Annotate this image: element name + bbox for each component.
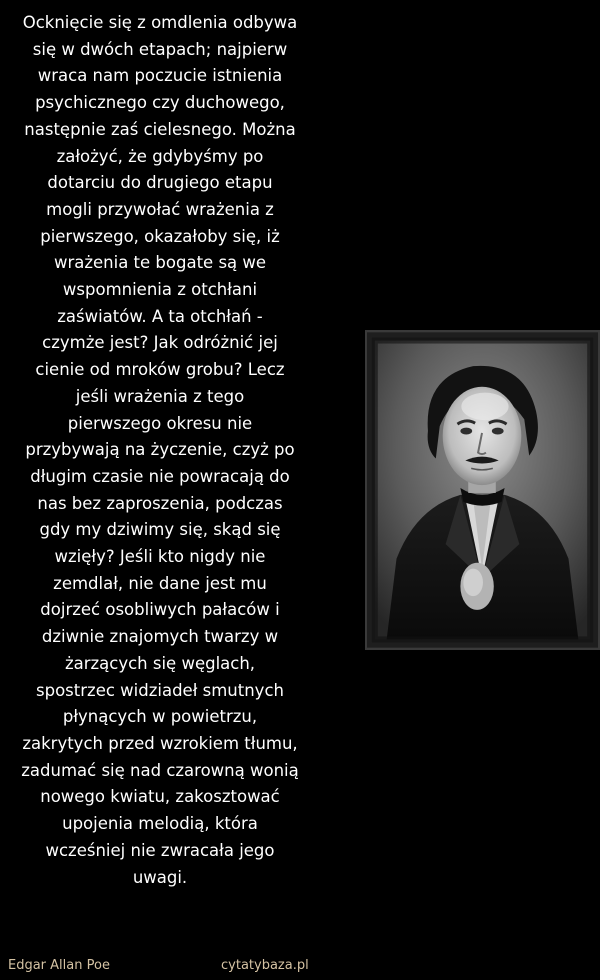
author-portrait [365,330,600,650]
site-name[interactable]: cytatybaza.pl [221,958,309,973]
quote-text: Ocknięcie się z omdlenia odbywa się w dwóch etapach; najpierw wraca nam poczucie istnienia psychicznego czy duchowego, następnie zaś cielesnego. Można założyć, że gdybyśmy po dotarciu do drugiego etapu mogli przywołać wrażenia z pierwszego, okazałoby się, iż wrażenia te bogate są we wspomnienia z otchłani zaświatów. A ta otchłań - czymże jest? Jak odróżnić jej cienie od mroków grobu? Lecz jeśli wrażenia z tego pierwszego okresu nie przybywają na życzenie, czyż po długim czasie nie powracają do nas bez zaproszenia, podczas gdy my dziwimy się, skąd się wzięły? Jeśli kto nigdy nie zemdlał, nie dane jest mu dojrzeć osobliwych pałaców i dziwnie znajomych twarzy w żarzących się węglach, spostrzec widziadeł smutnych płynących w powietrzu, zakrytych przed wzrokiem tłumu, zadumać się nad czarowną wonią nowego kwiatu, zakosztować upojenia melodią, która wcześniej nie zwracała jego uwagi. [21,13,299,887]
author-name[interactable]: Edgar Allan Poe [8,958,110,973]
portrait-drawing [367,332,598,648]
